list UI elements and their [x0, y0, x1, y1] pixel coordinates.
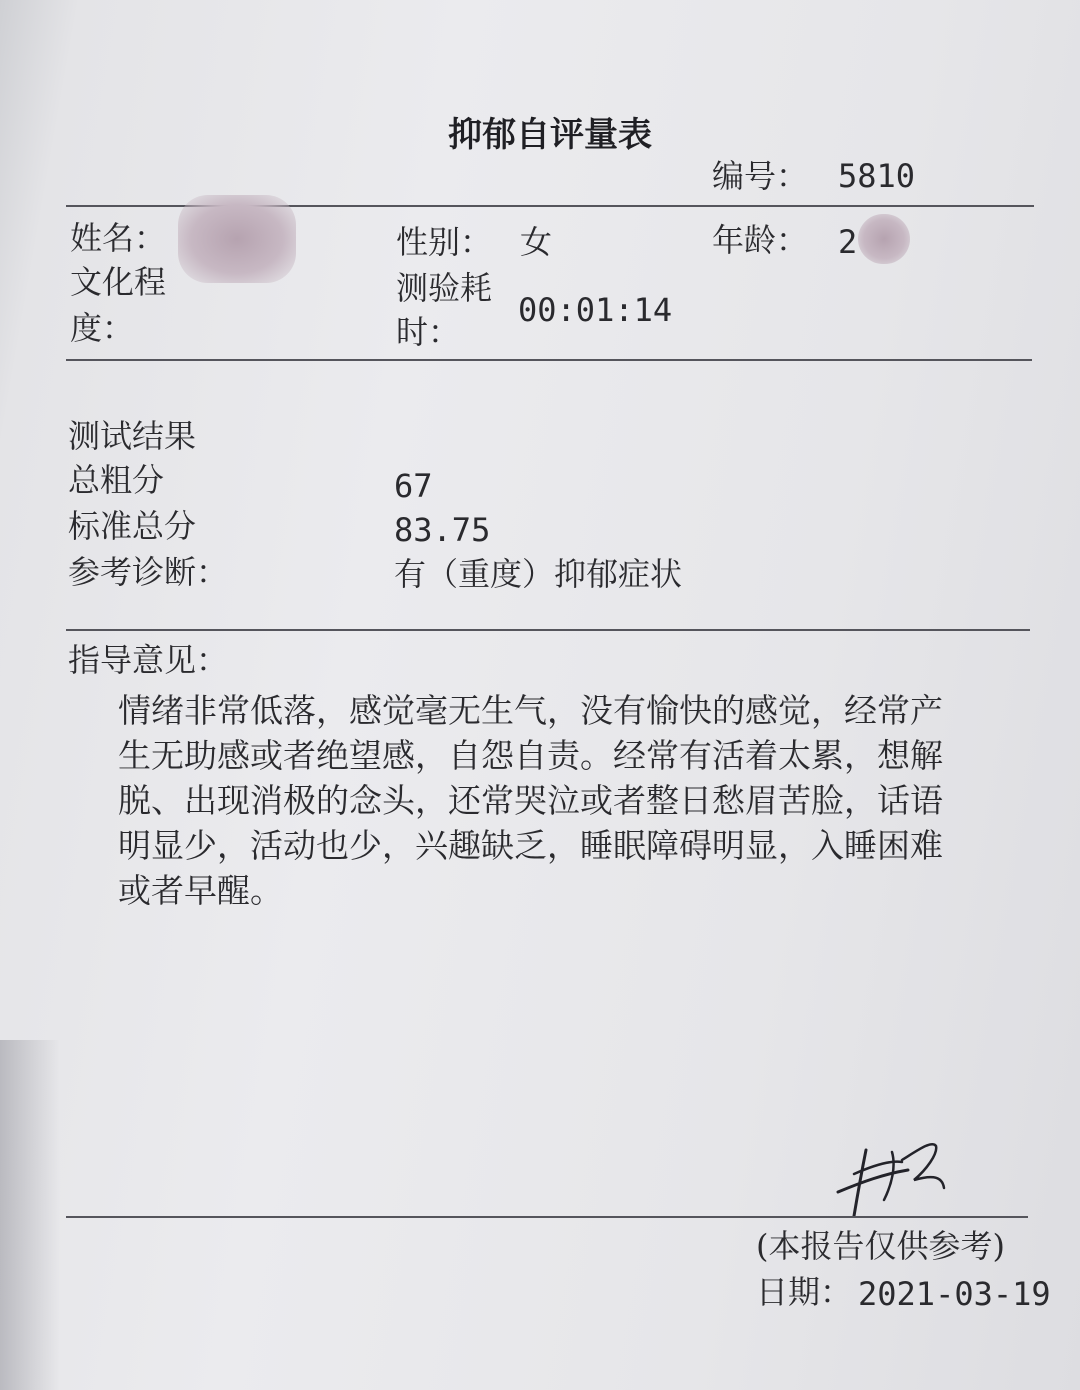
redacted-age	[858, 214, 910, 264]
date-value: 2021-03-19	[858, 1275, 1051, 1313]
gender-value: 女	[520, 223, 553, 261]
diagnosis-value: 有（重度）抑郁症状	[394, 555, 683, 593]
raw-score-label: 总粗分	[68, 461, 165, 499]
guidance-text: 情绪非常低落，感觉毫无生气，没有愉快的感觉，经常产生无助感或者绝望感，自怨自责。经常有活着太累，想解脱、出现消极的念头，还常哭泣或者整日愁眉苦脸，话语明显少，活动也少，兴趣缺乏，睡眠障碍明显，入睡困难或者早醒。	[118, 691, 943, 910]
handwritten-signature-icon	[832, 1130, 952, 1220]
shadow	[0, 1040, 60, 1390]
age-label: 年龄：	[712, 221, 809, 259]
date-label: 日期：	[756, 1273, 853, 1311]
duration-label-line1: 测验耗	[396, 269, 493, 307]
footer-rule	[66, 1216, 1028, 1218]
education-label-line1: 文化程	[70, 263, 167, 301]
diagnosis-label: 参考诊断：	[68, 553, 229, 591]
redacted-name	[178, 195, 296, 283]
results-rule	[66, 629, 1030, 631]
gender-label: 性别：	[396, 223, 493, 261]
standard-score-value: 83.75	[394, 511, 491, 549]
duration-value: 00:01:14	[518, 291, 673, 329]
age-value: 2	[838, 223, 858, 261]
number-label: 编号：	[712, 157, 809, 195]
standard-score-label: 标准总分	[68, 507, 197, 545]
raw-score-value: 67	[394, 467, 433, 505]
education-label-line2: 度：	[70, 309, 135, 347]
results-heading: 测试结果	[68, 417, 197, 455]
name-label: 姓名：	[70, 219, 167, 257]
footer-note: (本报告仅供参考)	[756, 1227, 1005, 1265]
number-value: 5810	[838, 157, 916, 195]
info-rule	[66, 359, 1032, 361]
duration-label-line2: 时：	[396, 313, 461, 351]
report-title: 抑郁自评量表	[448, 115, 652, 155]
guidance-label: 指导意见：	[68, 641, 229, 679]
